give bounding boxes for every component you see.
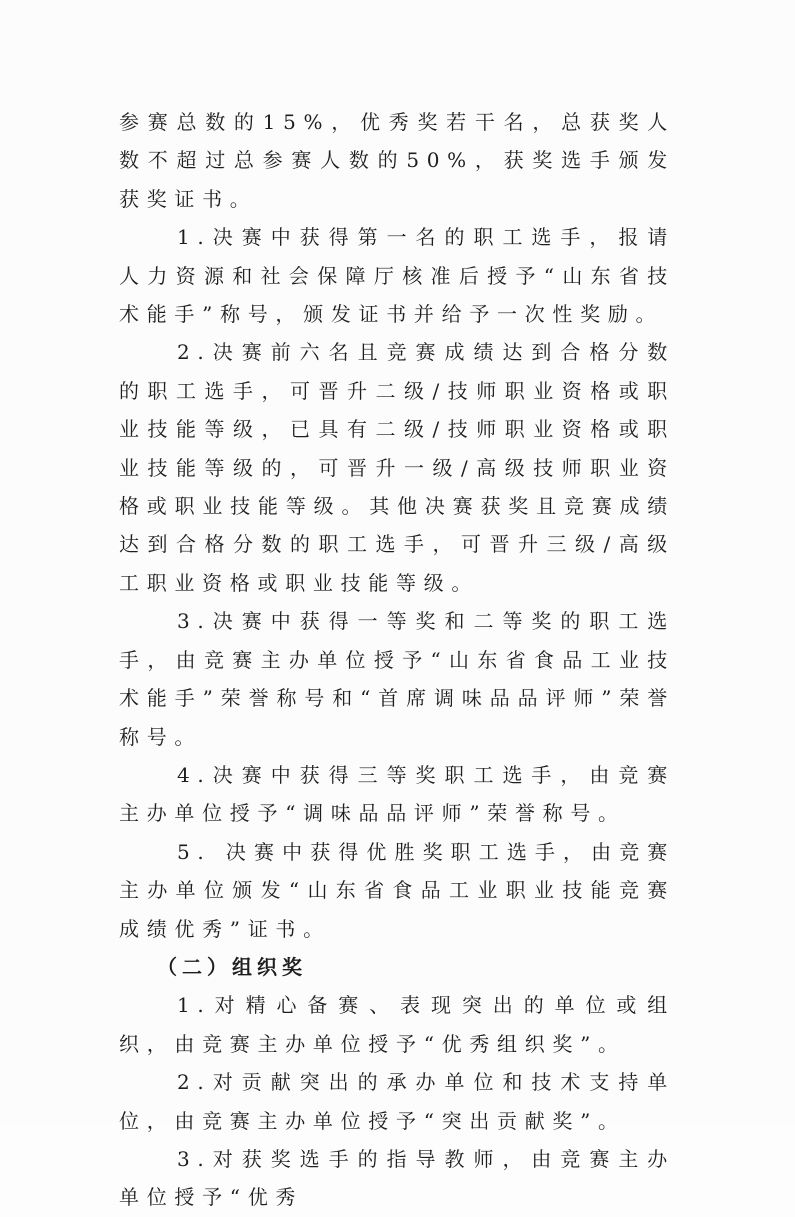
paragraph-item-3-first-second-prize: 3.决赛中获得一等奖和二等奖的职工选手，由竞赛主办单位授予“山东省食品工业技术能手”荣誉称号和“首席调味品品评师”荣誉称号。 — [119, 609, 675, 749]
paragraph-item-1-first-place: 1.决赛中获得第一名的职工选手，报请人力资源和社会保障厅核准后授予“山东省技术能手”称号，颁发证书并给予一次性奖励。 — [119, 225, 675, 327]
paragraph-org-item-1: 1.对精心备赛、表现突出的单位或组织，由竞赛主办单位授予“优秀组织奖”。 — [119, 993, 675, 1056]
paragraph-item-4-third-prize: 4.决赛中获得三等奖职工选手，由竞赛主办单位授予“调味品品评师”荣誉称号。 — [119, 762, 675, 826]
section-heading-organization-award: （二）组织奖 — [157, 954, 307, 979]
paragraph-item-5-merit-award: 5. 决赛中获得优胜奖职工选手，由竞赛主办单位颁发“山东省食品工业职业技能竞赛成绩优秀”证书。 — [119, 839, 675, 941]
paragraph-item-2-top-six: 2.决赛前六名且竞赛成绩达到合格分数的职工选手，可晋升二级/技师职业资格或职业技能等级，已具有二级/技师职业资格或职业技能等级的，可晋升一级/高级技师职业资格或职业技能等级。其他决赛获奖且竞赛成绩达到合格分数的职工选手，可晋升三级/高级工职业资格或职业技能等级。 — [119, 340, 675, 595]
paragraph-org-item-2: 2.对贡献突出的承办单位和技术支持单位，由竞赛主办单位授予“突出贡献奖”。 — [119, 1070, 675, 1133]
paragraph-org-item-3: 3.对获奖选手的指导教师，由竞赛主办单位授予“优秀 — [119, 1146, 675, 1210]
paragraph-award-quota: 参赛总数的15%，优秀奖若干名，总获奖人数不超过总参赛人数的50%，获奖选手颁发获奖证书。 — [119, 110, 675, 211]
document-body — [119, 103, 675, 1217]
